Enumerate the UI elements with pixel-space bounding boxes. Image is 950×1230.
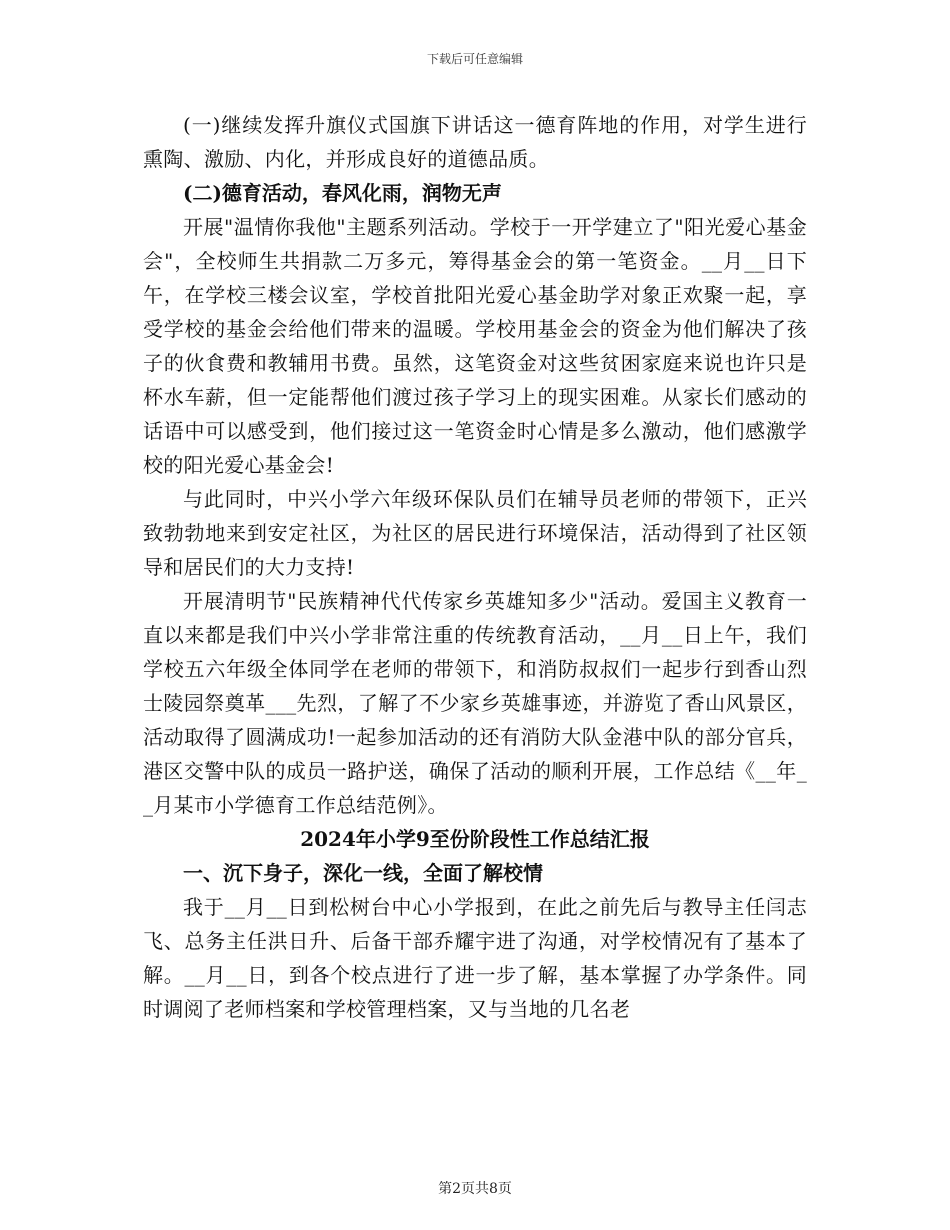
- document-body: [143, 108, 807, 1026]
- section-heading-understand-school: 一、沉下身子，深化一线，全面了解校情: [183, 861, 543, 885]
- paragraph-report-to-school: 我于__月__日到松树台中心小学报到，在此之前先后与教导主任闫志飞、总务主任洪日升、后备干部乔耀宇进了沟通，对学校情况有了基本了解。__月__日，到各个校点进行了进一步了解，基本掌握了办学条件。同时调阅了老师档案和学校管理档案，又与当地的几名老: [143, 895, 807, 1021]
- page-number: 第2页共8页: [438, 1181, 512, 1197]
- paragraph-flag-speech: (一)继续发挥升旗仪式国旗下讲话这一德育阵地的作用，对学生进行熏陶、激励、内化，并形成良好的道德品质。: [143, 113, 807, 171]
- section-heading-moral-activities: (二)德育活动，春风化雨，润物无声: [183, 181, 502, 205]
- page-header: 下载后可任意编辑: [426, 52, 523, 66]
- document-title: 2024年小学9至份阶段性工作总结汇报: [300, 827, 650, 851]
- paragraph-environment-team: 与此同时，中兴小学六年级环保队员们在辅导员老师的带领下，正兴致勃勃地来到安定社区，为社区的居民进行环境保洁，活动得到了社区领导和居民们的大力支持!: [143, 487, 807, 579]
- paragraph-warmth-activity: 开展"温情你我他"主题系列活动。学校于一开学建立了"阳光爱心基金会"，全校师生共捐款二万多元，筹得基金会的第一笔资金。__月__日下午，在学校三楼会议室，学校首批阳光爱心基金助学对象正欢聚一起，享受学校的基金会给他们带来的温暖。学校用基金会的资金为他们解决了孩子的伙食费和教辅用书费。虽然，这笔资金对这些贫困家庭来说也许只是杯水车薪，但一定能帮他们渡过孩子学习上的现实困难。从家长们感动的话语中可以感受到，他们接过这一笔资金时心情是多么激动，他们感激学校的阳光爱心基金会!: [143, 215, 807, 477]
- paragraph-qingming-activity: 开展清明节"民族精神代代传家乡英雄知多少"活动。爱国主义教育一直以来都是我们中兴小学非常注重的传统教育活动，__月__日上午，我们学校五六年级全体同学在老师的带领下，和消防叔叔们一起步行到香山烈士陵园祭奠革___先烈，了解了不少家乡英雄事迹，并游览了香山风景区，活动取得了圆满成功!一起参加活动的还有消防大队金港中队的部分官兵，港区交警中队的成员一路护送，确保了活动的顺利开展，工作总结《__年__月某市小学德育工作总结范例》。: [143, 589, 807, 817]
